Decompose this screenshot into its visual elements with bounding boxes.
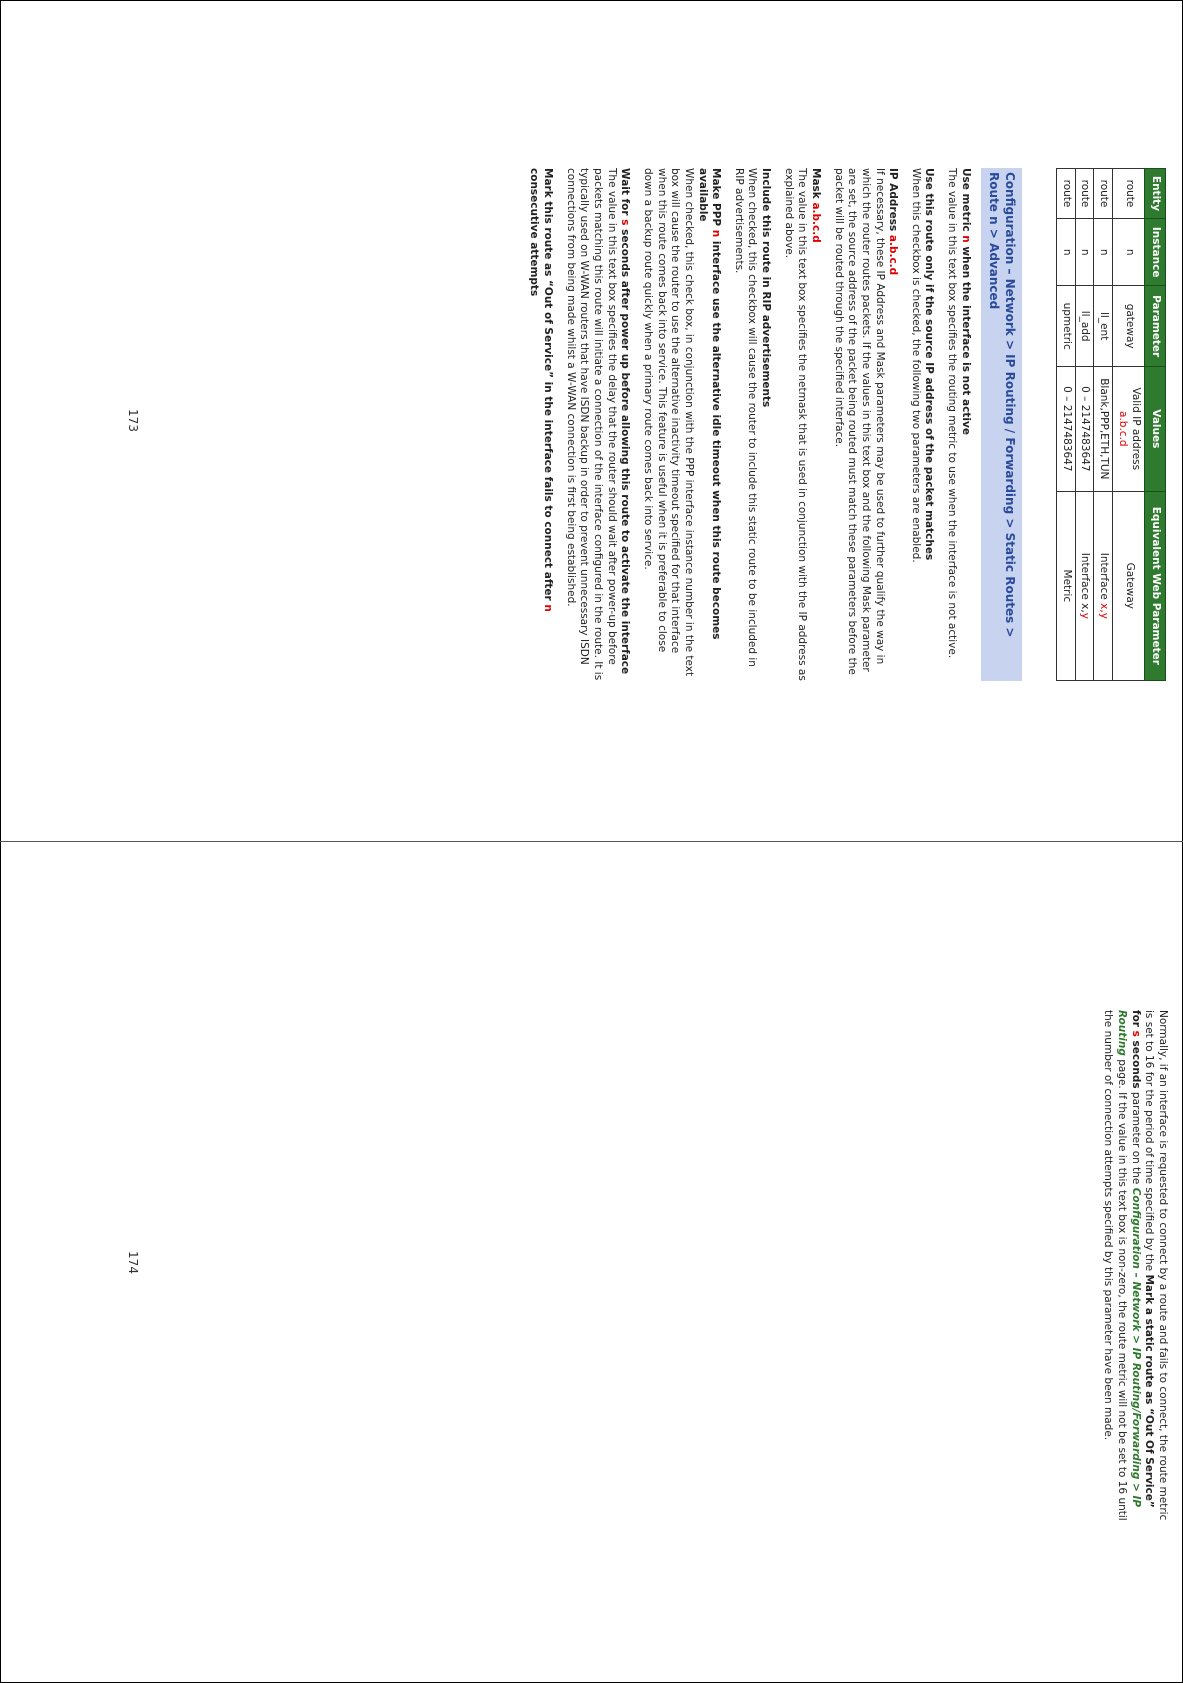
field-title-var: s [619, 219, 632, 226]
page-174 [0, 842, 1183, 1683]
field-title [808, 168, 822, 681]
field-ip-address [831, 168, 899, 681]
field-title-var: a.b.c.d [810, 202, 823, 243]
cell-parameter: gateway [1113, 286, 1145, 367]
page-content [527, 168, 1166, 681]
table-row [1057, 169, 1076, 681]
cell-entity: route [1057, 169, 1076, 219]
page-173 [0, 0, 1183, 841]
table-header-cell: Equivalent Web Parameter [1145, 491, 1166, 680]
field-title-text: Mark this route as “Out of Service” in the interface fails to connect after [542, 168, 555, 605]
table-header-row [1145, 169, 1166, 681]
field-body: When checked, this check box, in conjunction with the PPP interface instance number in the text box will cause the router to use the alternative inactivity timeout specified for that interface when this route comes back into service. This feature is useful when it is preferable to close down a backup route quickly when a primary route comes back into service. [641, 168, 695, 677]
cell-web [1075, 491, 1094, 680]
paragraph-var: s [1129, 1030, 1142, 1037]
cell-web [1113, 491, 1145, 680]
field-title [886, 168, 900, 681]
cell-entity: route [1075, 169, 1094, 219]
paragraph-text: Normally, if an interface is requested to connect by a route and fails to connect, the route metric is set to 16 for the period of time specified by the [1143, 1010, 1169, 1521]
field-wait-seconds [563, 168, 631, 681]
field-ppp-idle [640, 168, 722, 681]
cell-values-red: a.b.c.d [1116, 411, 1129, 447]
paragraph [1101, 1010, 1169, 1523]
cell-instance: n [1094, 218, 1113, 285]
table-header-cell: Parameter [1145, 286, 1166, 367]
field-title-text: Use this route only if the source IP address of the packet matches [923, 168, 936, 561]
paragraph-text: page. If the value in this text box is non-zero, the route metric will not be set to 16 until the number of connection attempts specified by this parameter have been made. [1102, 1010, 1129, 1521]
parameter-table [1056, 168, 1166, 681]
field-title-text: seconds after power up before allowing this route to activate the interface [619, 225, 632, 675]
paragraph-text: parameter on the [1129, 1088, 1142, 1188]
field-title [618, 168, 632, 681]
cell-web-red: x,y [1098, 603, 1111, 619]
cell-parameter: upmetric [1057, 286, 1076, 367]
field-title-var: n [710, 229, 723, 238]
field-source-match [908, 168, 935, 681]
field-title-var: n [542, 604, 555, 612]
menu-path: Configuration – Network > IP Routing/Forwarding > IP Routing [1116, 1010, 1142, 1508]
cell-web [1094, 491, 1113, 680]
cell-values [1113, 366, 1145, 491]
cell-web-red: y [1079, 612, 1092, 619]
paragraph-bold: Mark a static route as “Out Of Service” for [1129, 1010, 1156, 1508]
cell-values: 0 – 2147483647 [1075, 366, 1094, 491]
page-number: 174 [126, 1251, 140, 1274]
field-title-text: interface use the alternative idle timeout when this route becomes available [696, 168, 723, 640]
cell-entity: route [1094, 169, 1113, 219]
page-number: 173 [126, 409, 140, 432]
cell-parameter: ll_ent [1094, 286, 1113, 367]
cell-values: Blank,PPP,ETH,TUN [1094, 366, 1113, 491]
field-body: The value in this text box specifies the delay that the router should wait after power-up before packets matching this route will initiate a connection of the interface configured in the route. It is typically used on W-WAN routers that have ISDN backup in order to prevent unnecessary ISDN connections from being made whilst a W-WAN connection is first being established. [564, 168, 618, 681]
cell-web-text: Interface x, [1079, 552, 1092, 613]
cell-values: 0 – 2147483647 [1057, 366, 1076, 491]
table-header-cell: Entity [1145, 169, 1166, 219]
field-title-text: Include this route in RIP advertisements [760, 168, 773, 408]
field-body: The value in this text box specifies the routing metric to use when the interface is not active. [946, 168, 959, 659]
field-body: The value in this text box specifies the netmask that is used in conjunction with the IP address as explained above. [782, 168, 809, 681]
field-title [527, 168, 554, 681]
page-content [1101, 1010, 1169, 1523]
field-title-text: when the interface is not active [959, 242, 972, 435]
section-header: Configuration – Network > IP Routing / Forwarding > Static Routes > Route n > Advanced [981, 168, 1022, 681]
cell-instance: n [1113, 218, 1145, 285]
field-title-var: a.b.c.d [887, 234, 900, 276]
field-mask [781, 168, 822, 681]
cell-values-text: Valid IP address [1130, 387, 1143, 471]
field-rip [731, 168, 772, 681]
field-title-text: consecutive attempts [528, 168, 541, 297]
field-title-text: Mask [810, 168, 823, 203]
cell-web-text: Interface [1098, 552, 1111, 600]
field-title [958, 168, 972, 681]
cell-entity: route [1113, 169, 1145, 219]
field-body: If necessary, these IP Address and Mask parameters may be used to further qualify the way in which the router routes packets. If the values in this text box and the following Mask parameter are set, the source address of the packet being routed must match these parameters before the packet will be routed through the specified interface. [832, 168, 886, 675]
table-header-cell: Instance [1145, 218, 1166, 285]
field-out-of-service [527, 168, 554, 681]
table-row [1094, 169, 1113, 681]
cell-web [1057, 491, 1076, 680]
cell-instance: n [1075, 218, 1094, 285]
paragraph-bold: seconds [1129, 1036, 1142, 1089]
cell-web-text: Gateway [1123, 562, 1136, 610]
field-title-text: IP Address [887, 168, 900, 235]
field-title [758, 168, 772, 681]
cell-web-text: Metric [1060, 569, 1073, 603]
field-body: When this checkbox is checked, the following two parameters are enabled. [909, 168, 922, 563]
field-body: When checked, this checkbox will cause the router to include this static route to be included in RIP advertisements. [732, 168, 759, 667]
field-title [922, 168, 936, 681]
cell-parameter: ll_add [1075, 286, 1094, 367]
table-row [1075, 169, 1094, 681]
cell-instance: n [1057, 218, 1076, 285]
field-title [695, 168, 722, 681]
field-title-text: Make PPP [710, 168, 723, 230]
field-use-metric [945, 168, 972, 681]
table-row [1113, 169, 1145, 681]
field-title-text: Wait for [619, 168, 632, 220]
table-header-cell: Values [1145, 366, 1166, 491]
field-title-text: Use metric [959, 168, 972, 236]
field-title-var: n [959, 235, 972, 243]
